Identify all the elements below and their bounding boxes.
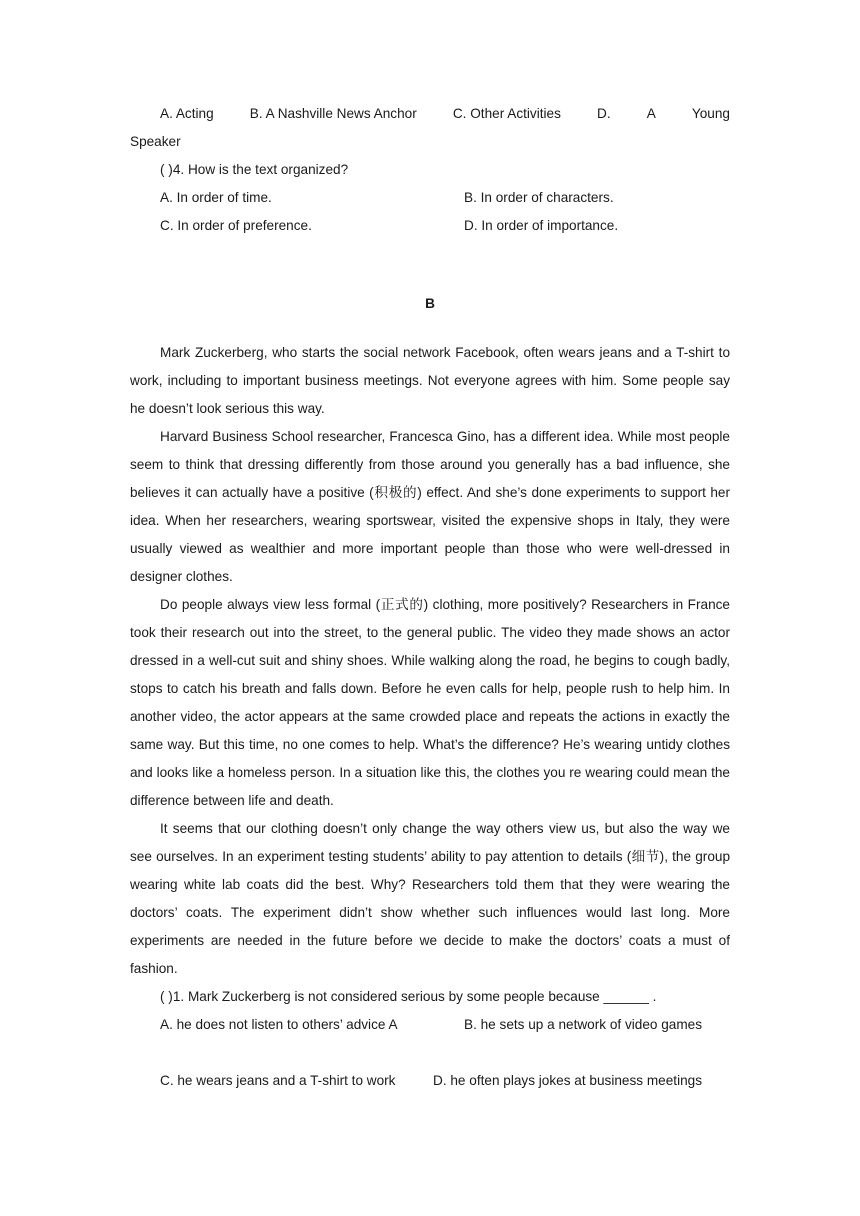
q1-option-d: D. he often plays jokes at business meetings	[433, 1073, 703, 1088]
q4-option-b: B. In order of characters.	[464, 190, 614, 205]
passage-paragraph-1: Mark Zuckerberg, who starts the social network Facebook, often wears jeans and a T-shirt to work, including to important business meetings. Not everyone agrees with him. Some people say he doesn’t look serious this way.	[130, 345, 730, 416]
q1-option-a: A. he does not listen to others’ advice A	[160, 1017, 398, 1032]
q1-options-row-2	[130, 1067, 730, 1095]
q4-option-d: D. In order of importance.	[464, 218, 619, 233]
q1-stem: ( )1. Mark Zuckerberg is not considered serious by some people because ______ .	[160, 989, 657, 1004]
q4-option-a: A. In order of time.	[160, 190, 272, 205]
q1-option-b: B. he sets up a network of video games	[464, 1017, 703, 1032]
q3-option-d-word2: Young	[691, 106, 730, 121]
q3-option-d-word1: A	[646, 106, 656, 121]
q3-option-a: A. Acting	[160, 106, 214, 121]
q3-options-row	[130, 100, 730, 128]
q3-option-d-letter: D.	[597, 106, 611, 121]
passage-paragraph-3: Do people always view less formal (正式的) clothing, more positively? Researchers in France took their research out into the street, to the general public. The video they made shows an actor dressed in a well-cut suit and shiny shoes. While walking along the road, he begins to cough badly, stops to catch his breath and falls down. Before he even calls for help, people rush to help him. In another video, the actor appears at the same crowded place and repeats the actions in exactly the same way. But this time, no one comes to help. What’s the difference? He’s wearing untidy clothes and looks like a homeless person. In a situation like this, the clothes you re wearing could mean the difference between life and death.	[130, 597, 730, 808]
q4-options-row-1	[130, 184, 730, 212]
section-heading: B	[425, 296, 435, 311]
q4-stem: ( )4. How is the text organized?	[160, 162, 349, 177]
q4-option-c: C. In order of preference.	[160, 218, 312, 233]
q1-options-spacer	[130, 1039, 730, 1067]
document-page	[130, 100, 730, 1095]
q1-options-row-1	[130, 1011, 730, 1039]
q3-option-c: C. Other Activities	[452, 106, 561, 121]
q4-options-row-2	[130, 212, 730, 240]
q1-option-c: C. he wears jeans and a T-shirt to work	[160, 1073, 396, 1088]
passage-paragraph-2: Harvard Business School researcher, Francesca Gino, has a different idea. While most people seem to think that dressing differently from those around you generally has a bad influence, she believes it can actually have a positive (积极的) effect. And she’s done experiments to support her idea. When her researchers, wearing sportswear, visited the expensive shops in Italy, they were usually viewed as wealthier and more important people than those who were well-dressed in designer clothes.	[130, 429, 730, 584]
q3-option-b: B. A Nashville News Anchor	[249, 106, 417, 121]
q3-option-d-continued: Speaker	[130, 134, 181, 149]
passage-paragraph-4: It seems that our clothing doesn’t only change the way others view us, but also the way we see ourselves. In an experiment testing students’ ability to pay attention to details (细节), the group wearing white lab coats did the best. Why? Researchers told them that they were wearing the doctors’ coats. The experiment didn’t show whether such influences would last long. More experiments are needed in the future before we decide to make the doctors’ coats a must of fashion.	[130, 821, 730, 976]
